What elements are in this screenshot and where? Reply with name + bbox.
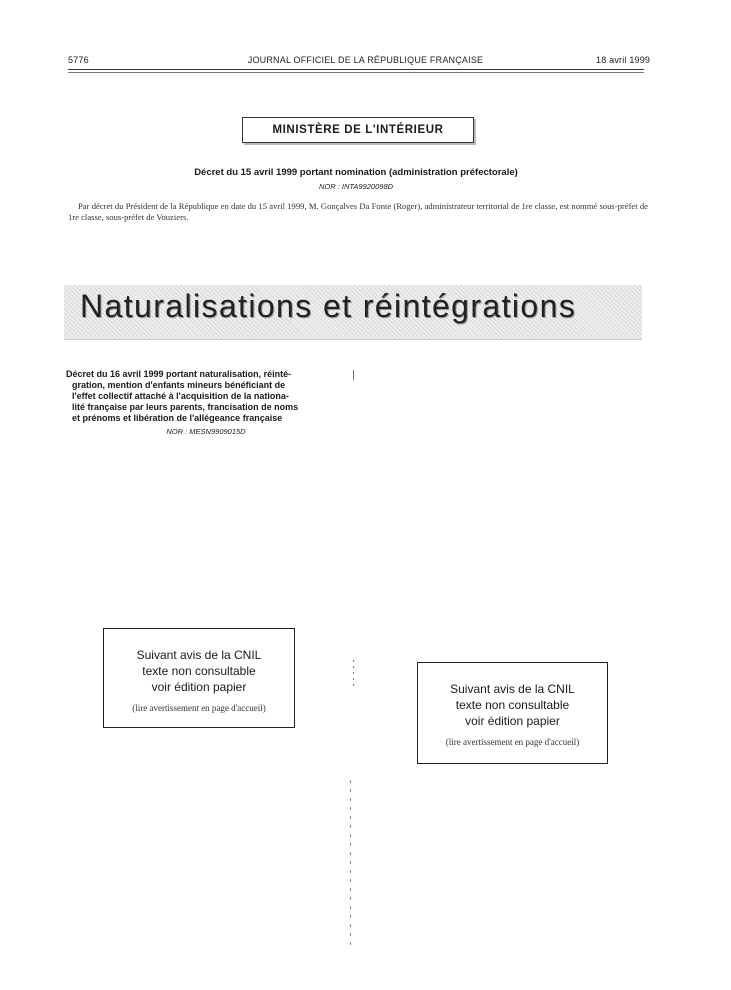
decree2-title-line: Décret du 16 avril 1999 portant naturalisation, réinté- bbox=[66, 369, 292, 379]
cnil-note: (lire avertissement en page d'accueil) bbox=[132, 703, 266, 713]
cnil-line: texte non consultable bbox=[142, 664, 256, 678]
column-divider bbox=[350, 780, 351, 950]
section-banner bbox=[64, 285, 642, 340]
decree1-title: Décret du 15 avril 1999 portant nomination (administration préfectorale) bbox=[194, 167, 518, 178]
journal-title: JOURNAL OFFICIEL DE LA RÉPUBLIQUE FRANÇAISE bbox=[247, 55, 484, 65]
decree2-title-line: lité française par leurs parents, francisation de noms bbox=[72, 402, 299, 412]
ministry-heading bbox=[242, 117, 474, 143]
decree2-title-line: l'effet collectif attaché à l'acquisition de la nationa- bbox=[72, 391, 289, 401]
header-date: 18 avril 1999 bbox=[596, 55, 651, 65]
page-number: 5776 bbox=[68, 55, 89, 65]
header-rule-top bbox=[68, 69, 644, 70]
cnil-note: (lire avertissement en page d'accueil) bbox=[445, 737, 580, 747]
column-divider-mark bbox=[353, 660, 354, 690]
column-divider-mark bbox=[353, 370, 354, 380]
ministry-heading-text: MINISTÈRE DE L'INTÉRIEUR bbox=[272, 124, 444, 136]
decree2-title bbox=[66, 369, 346, 424]
decree2-title-line: et prénoms et libération de l'allégeance française bbox=[72, 413, 283, 423]
cnil-notice-right bbox=[417, 662, 608, 764]
decree2-title-line: gration, mention d'enfants mineurs bénéficiant de bbox=[72, 380, 286, 390]
cnil-notice-left bbox=[103, 628, 295, 728]
decree1-body: Par décret du Président de la République en date du 15 avril 1999, M. Gonçalves Da Fonte (Roger), administrateur territorial de 1re classe, est nommé sous-préfet de 1re classe, sous-préfet de Vouziers. bbox=[68, 201, 648, 222]
decree2-nor: NOR : MESN9909015D bbox=[166, 427, 246, 436]
cnil-line: texte non consultable bbox=[455, 698, 570, 712]
section-title: Naturalisations et réintégrations bbox=[80, 288, 577, 324]
cnil-line: voir édition papier bbox=[465, 714, 560, 728]
cnil-line: Suivant avis de la CNIL bbox=[450, 682, 575, 696]
cnil-line: voir édition papier bbox=[151, 680, 247, 694]
header-rule-bottom bbox=[68, 72, 644, 73]
decree1-nor: NOR : INTA9920098D bbox=[318, 182, 394, 191]
cnil-line: Suivant avis de la CNIL bbox=[136, 648, 262, 662]
